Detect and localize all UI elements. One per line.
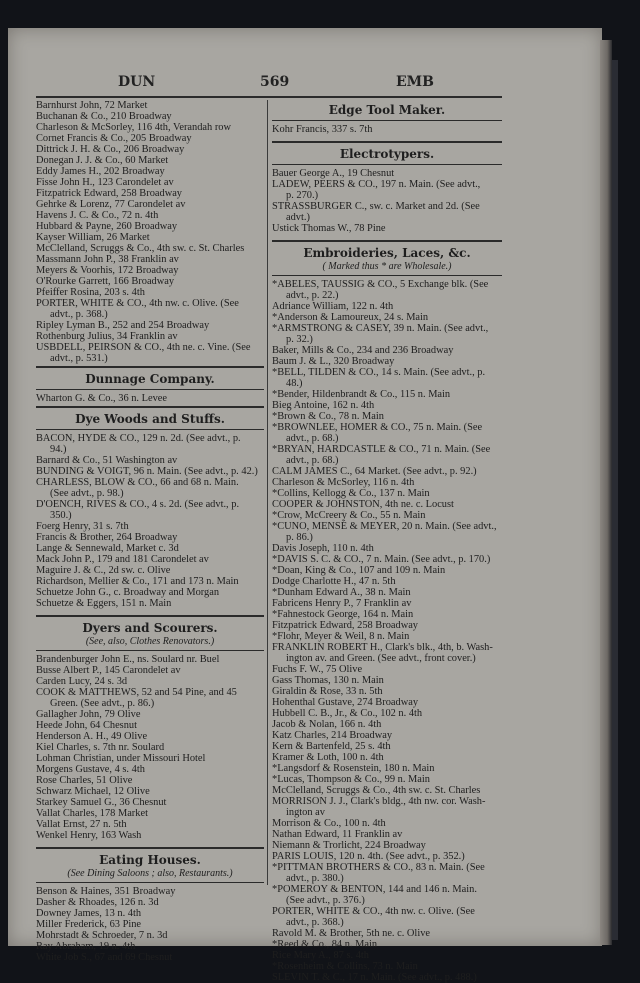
list-item: *POMEROY & BENTON, 144 and 146 n. Main.: [272, 884, 477, 895]
list-item-continuation: p. 86.): [286, 532, 313, 543]
list-item-continuation: 48.): [286, 378, 303, 389]
list-item: Fitzpatrick Edward, 258 Broadway: [36, 188, 183, 199]
list-item: Vallat Ernst, 27 n. 5th: [36, 819, 127, 830]
list-item: Kiel Charles, s. 7th nr. Soulard: [36, 742, 165, 753]
list-item: Dasher & Rhoades, 126 n. 3d: [36, 897, 159, 908]
list-item: Downey James, 13 n. 4th: [36, 908, 142, 919]
section-subtitle: ( Marked thus * are Wholesale.): [322, 261, 452, 272]
list-item: Starkey Samuel G., 36 Chesnut: [36, 797, 167, 808]
list-item-continuation: p. 270.): [286, 190, 319, 201]
list-item: *Lucas, Thompson & Co., 99 n. Main: [272, 774, 430, 785]
list-item: STRASSBURGER C., sw. c. Market and 2d. (See: [272, 201, 480, 212]
list-item: Massmann John P., 38 Franklin av: [36, 254, 179, 265]
list-item: Maguire J. & C., 2d sw. c. Olive: [36, 565, 171, 576]
section-rule: [36, 389, 264, 390]
list-item: Kramer & Loth, 100 n. 4th: [272, 752, 384, 763]
list-item-continuation: ington av: [286, 807, 325, 818]
list-item: Dodge Charlotte H., 47 n. 5th: [272, 576, 396, 587]
list-item-continuation: 350.): [50, 510, 72, 521]
list-item: *Crow, McCreery & Co., 55 n. Main: [272, 510, 426, 521]
list-item: Charleson & McSorley, 116 4th, Verandah row: [36, 122, 231, 133]
list-item: *Fahnestock George, 164 n. Main: [272, 609, 414, 620]
list-item: Benson & Haines, 351 Broadway: [36, 886, 176, 897]
list-item: Eddy James H., 202 Broadway: [36, 166, 165, 177]
section-title-dyers: Dyers and Scourers.: [36, 615, 264, 636]
list-item: Baum J. & L., 320 Broadway: [272, 356, 395, 367]
list-item: PORTER, WHITE & CO., 4th nw. c. Olive. (See: [272, 906, 475, 917]
list-item: Kayser William, 26 Market: [36, 232, 150, 243]
list-item: Bauer George A., 19 Chesnut: [272, 168, 395, 179]
list-item: Charleson & McSorley, 116 n. 4th: [272, 477, 415, 488]
list-item: Niemann & Trorlicht, 224 Broadway: [272, 840, 426, 851]
list-item-continuation: advt., p. 531.): [50, 353, 108, 364]
list-item: Lange & Sennewald, Market c. 3d: [36, 543, 179, 554]
list-item: *Doan, King & Co., 107 and 109 n. Main: [272, 565, 446, 576]
list-item: *ARMSTRONG & CASEY, 39 n. Main. (See advt.,: [272, 323, 489, 334]
list-item: Wharton G. & Co., 36 n. Levee: [36, 393, 168, 404]
list-item: Mohrstadt & Schroeder, 7 n. 3d: [36, 930, 168, 941]
list-item: Fisse John H., 123 Carondelet av: [36, 177, 174, 188]
list-item-continuation: Green. (See advt., p. 86.): [50, 698, 155, 709]
list-item: Cornet Francis & Co., 205 Broadway: [36, 133, 192, 144]
list-item: White Job S., 67 and 69 Chesnut: [36, 952, 173, 963]
list-item-continuation: p. 32.): [286, 334, 313, 345]
list-item: Hohenthal Gustave, 274 Broadway: [272, 697, 419, 708]
left-column: [36, 100, 264, 963]
list-item: Kern & Bartenfeld, 25 s. 4th: [272, 741, 391, 752]
list-item: Richardson, Mellier & Co., 171 and 173 n. Main: [36, 576, 239, 587]
list-item: Fitzpatrick Edward, 258 Broadway: [272, 620, 419, 631]
list-item: Havens J. C. & Co., 72 n. 4th: [36, 210, 159, 221]
list-item: Schuetze & Eggers, 151 n. Main: [36, 598, 172, 609]
list-item: FRANKLIN ROBERT H., Clark's blk., 4th, b. Wash-: [272, 642, 493, 653]
section-title-dye-woods: Dye Woods and Stuffs.: [36, 406, 264, 427]
list-item: Rothenburg Julius, 34 Franklin av: [36, 331, 178, 342]
list-item: CALM JAMES C., 64 Market. (See advt., p. 92.): [272, 466, 477, 477]
header-rule: [36, 96, 502, 98]
list-item: USBDELL, PEIRSON & CO., 4th ne. c. Vine. (See: [36, 342, 251, 353]
list-item: Busse Albert P., 145 Carondelet av: [36, 665, 181, 676]
list-item: BACON, HYDE & CO., 129 n. 2d. (See advt., p.: [36, 433, 241, 444]
section-title-electrotypers: Electrotypers.: [272, 141, 502, 162]
list-item-continuation: advt., p. 368.): [50, 309, 108, 320]
list-item: Lohman Christian, under Missouri Hotel: [36, 753, 206, 764]
list-item: Barnard & Co., 51 Washington av: [36, 455, 178, 466]
list-item: Nathan Edward, 11 Franklin av: [272, 829, 403, 840]
section-title-edge-tool: Edge Tool Maker.: [328, 103, 446, 117]
section-rule: [36, 429, 264, 430]
list-item-continuation: advt., p. 68.): [286, 433, 339, 444]
list-item-continuation: advt., p. 22.): [286, 290, 339, 301]
list-item: Mack John P., 179 and 181 Carondelet av: [36, 554, 209, 565]
list-item: Dittrick J. H. & Co., 206 Broadway: [36, 144, 185, 155]
list-item: D'OENCH, RIVES & CO., 4 s. 2d. (See advt., p.: [36, 499, 240, 510]
list-item: *BELL, TILDEN & CO., 14 s. Main. (See advt., p.: [272, 367, 486, 378]
list-item: Giraldin & Rose, 33 n. 5th: [272, 686, 383, 697]
list-item: SLEVIN T. & C., 17 n. Main. (See advt., p. 488.): [272, 972, 477, 983]
list-item: MORRISON J. J., Clark's bldg., 4th nw. cor. Wash-: [272, 796, 486, 807]
list-item-continuation: ington av. and Green. (See advt., front cover.): [286, 653, 476, 664]
list-item: Vallat Charles, 178 Market: [36, 808, 148, 819]
list-item: Meyers & Voorhis, 172 Broadway: [36, 265, 179, 276]
list-item: Pfeiffer Rosina, 203 s. 4th: [36, 287, 145, 298]
header-left: DUN: [118, 74, 156, 90]
embroideries-list: [272, 279, 502, 983]
list-item: Miller Frederick, 63 Pine: [36, 919, 142, 930]
section-subtitle: (See Dining Saloons ; also, Restaurants.): [67, 868, 233, 879]
list-item: *PITTMAN BROTHERS & CO., 83 n. Main. (See: [272, 862, 485, 873]
list-item: Morrison & Co., 100 n. 4th: [272, 818, 386, 829]
list-item: McClelland, Scruggs & Co., 4th sw. c. St. Charles: [272, 785, 481, 796]
list-item: Adriance William, 122 n. 4th: [272, 301, 394, 312]
section-title-eating-houses: Eating Houses.: [36, 847, 264, 868]
list-item: Ray Abraham, 19 n. 4th: [36, 941, 136, 952]
header-right: EMB: [396, 74, 435, 90]
list-item: LADEW, PEERS & CO., 197 n. Main. (See advt.,: [272, 179, 481, 190]
section-title-dunnage: Dunnage Company.: [36, 366, 264, 387]
column-divider: [267, 100, 268, 885]
list-item-continuation: advt., p. 380.): [286, 873, 344, 884]
list-item: Foerg Henry, 31 s. 7th: [36, 521, 129, 532]
list-item: Ustick Thomas W., 78 Pine: [272, 223, 386, 234]
list-item: *CUNO, MENSÉ & MEYER, 20 n. Main. (See advt.,: [272, 521, 497, 532]
list-item-continuation: advt., p. 368.): [286, 917, 344, 928]
list-item: Gallagher John, 79 Olive: [36, 709, 141, 720]
list-item: Rice Mary A., 87 s. 4th: [272, 950, 369, 961]
list-item: COOPER & JOHNSTON, 4th ne. c. Locust: [272, 499, 454, 510]
section-rule: [272, 275, 502, 276]
list-item: McClelland, Scruggs & Co., 4th sw. c. St. Charles: [36, 243, 245, 254]
list-item: PORTER, WHITE & CO., 4th nw. c. Olive. (See: [36, 298, 239, 309]
list-item: Francis & Brother, 264 Broadway: [36, 532, 178, 543]
list-item: Jacob & Nolan, 166 n. 4th: [272, 719, 382, 730]
list-item: BUNDING & VOIGT, 96 n. Main. (See advt., p. 42.): [36, 466, 258, 477]
list-item-continuation: 94.): [50, 444, 67, 455]
list-item: Hubbard & Payne, 260 Broadway: [36, 221, 178, 232]
list-item: Kohr Francis, 337 s. 7th: [272, 124, 373, 135]
list-item: Wenkel Henry, 163 Wash: [36, 830, 142, 841]
list-item: Davis Joseph, 110 n. 4th: [272, 543, 374, 554]
list-item: Barnhurst John, 72 Market: [36, 100, 148, 111]
list-item: Gass Thomas, 130 n. Main: [272, 675, 384, 686]
list-item: Hubbell C. B., Jr., & Co., 102 n. 4th: [272, 708, 423, 719]
list-item: Rose Charles, 51 Olive: [36, 775, 133, 786]
section-subtitle: (See, also, Clothes Renovators.): [85, 636, 215, 647]
page-header: [30, 74, 570, 94]
list-item: Carden Lucy, 24 s. 3d: [36, 676, 128, 687]
list-item: Bieg Antoine, 162 n. 4th: [272, 400, 375, 411]
section-title-embroideries: Embroideries, Laces, &c.: [272, 240, 502, 261]
list-item: Fabricens Henry P., 7 Franklin av: [272, 598, 412, 609]
list-item: Baker, Mills & Co., 234 and 236 Broadway: [272, 345, 454, 356]
list-item: Henderson A. H., 49 Olive: [36, 731, 148, 742]
list-item-continuation: (See advt., p. 376.): [286, 895, 365, 906]
list-item: *Reed & Co., 84 n. Main: [272, 939, 378, 950]
list-item: *BROWNLEE, HOMER & CO., 75 n. Main. (See: [272, 422, 483, 433]
list-item: Brandenburger John E., ns. Soulard nr. Buel: [36, 654, 220, 665]
list-item: Schwarz Michael, 12 Olive: [36, 786, 150, 797]
section-rule: [36, 882, 264, 883]
list-item: Ravold M. & Brother, 5th ne. c. Olive: [272, 928, 431, 939]
list-item-continuation: advt., p. 68.): [286, 455, 339, 466]
list-item: *Dunham Edward A., 38 n. Main: [272, 587, 411, 598]
list-item: *Rosenheim & Collins, 73 n. Main: [272, 961, 418, 972]
page-number: 569: [260, 74, 290, 90]
list-item: *DAVIS S. C. & CO., 7 n. Main. (See advt., p. 170.): [272, 554, 491, 565]
list-item: *Bender, Hildenbrandt & Co., 115 n. Main: [272, 389, 451, 400]
list-item: Donegan J. J. & Co., 60 Market: [36, 155, 169, 166]
list-item: *Anderson & Lamoureux, 24 s. Main: [272, 312, 429, 323]
section-rule: [272, 120, 502, 121]
list-item: Buchanan & Co., 210 Broadway: [36, 111, 172, 122]
list-item: O'Rourke Garrett, 166 Broadway: [36, 276, 175, 287]
list-item: Schuetze John G., c. Broadway and Morgan: [36, 587, 220, 598]
list-item: Katz Charles, 214 Broadway: [272, 730, 393, 741]
list-item: *Langsdorf & Rosenstein, 180 n. Main: [272, 763, 435, 774]
list-item: Ripley Lyman B., 252 and 254 Broadway: [36, 320, 210, 331]
list-item-continuation: (See advt., p. 98.): [50, 488, 124, 499]
list-item: *BRYAN, HARDCASTLE & CO., 71 n. Main. (See: [272, 444, 491, 455]
list-item: Fuchs F. W., 75 Olive: [272, 664, 363, 675]
list-item: *ABELES, TAUSSIG & CO., 5 Exchange blk. (See: [272, 279, 489, 290]
list-item: *Brown & Co., 78 n. Main: [272, 411, 384, 422]
list-item: *Collins, Kellogg & Co., 137 n. Main: [272, 488, 430, 499]
list-item: COOK & MATTHEWS, 52 and 54 Pine, and 45: [36, 687, 237, 698]
section-rule: [272, 164, 502, 165]
list-item: Gehrke & Lorenz, 77 Carondelet av: [36, 199, 186, 210]
list-item: Heede John, 64 Chesnut: [36, 720, 138, 731]
list-item: PARIS LOUIS, 120 n. 4th. (See advt., p. 352.): [272, 851, 465, 862]
right-column: [272, 100, 502, 983]
list-item: CHARLESS, BLOW & CO., 66 and 68 n. Main.: [36, 477, 239, 488]
book-spine-edge: [612, 60, 618, 940]
page-edge: [600, 40, 612, 945]
section-rule: [36, 650, 264, 651]
dun-list: [36, 100, 264, 364]
list-item: Morgens Gustave, 4 s. 4th: [36, 764, 145, 775]
list-item-continuation: advt.): [286, 212, 310, 223]
list-item: *Flohr, Meyer & Weil, 8 n. Main: [272, 631, 410, 642]
